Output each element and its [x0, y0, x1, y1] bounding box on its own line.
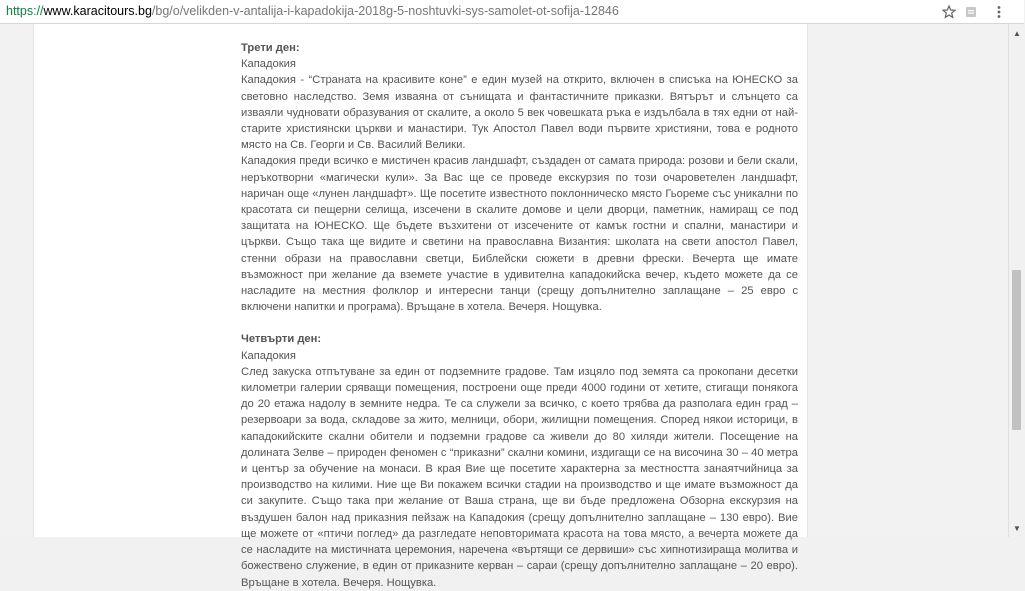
- day3-paragraph-1: Кападокия - “Страната на красивите коне” е един музей на открито, включен в списъка на ЮНЕСКО за световно наследство. Земя изваяна от сънищата и фантастичните приказки. Вятърът и слънцето са изваяли чудновати образувания от скалите, а около 5 век човешката ръка е издълбала в тях едни от най-старите християнски църкви и манастири. Тук Апостол Павел води първите християни, това е родното място на Св. Георги и Св. Василий Велики.: [241, 74, 798, 152]
- scroll-down-arrow-icon[interactable]: ▼: [1013, 523, 1021, 533]
- day4-heading: Четвърти ден:: [241, 333, 322, 346]
- menu-icon[interactable]: [990, 3, 1008, 21]
- itinerary-text: [241, 40, 798, 591]
- day3-heading: Трети ден:: [241, 42, 300, 54]
- url-domain: www.karacitours.bg: [43, 4, 152, 18]
- day4-paragraph-1: След закуска отпътуване за един от подземните градове. Там изцяло под земята са прокопани десетки километри галерии сряващи помещения, построени още преди 4000 години от хетите, стигащи понякога до 20 етажа надолу в земните недра. Те са служели за всичко, с което трябва да разполага един град – резервоари за вода, складове за жито, мелници, обори, жилищни помещения. Според някои историци, в кападокийските скални обители и подземни градове са живели до 80 хиляди жители. Посещение на долината Зелве – природен феномен с “приказни” скални комини, издигащи се на височина 30 – 40 метра и център за обучение на монаси. В края Вие ще посетите характерна за местността занаятчийница за производство на килими. Ние ще Ви покажем всички стадии на производство и ще имате възможност да си закупите. Също така при желание от Ваша страна, ще ви бъде предложена Обзорна екскурзия на въздушен балон над приказния пейзаж на Кападокия (срещу допълнително заплащане – 130 евро). Вие ще можете от «птичи поглед» да разгледате неповторимата красота на това място, а вечерта можете да се насладите на мистичната церемония, наречена «въртящи се дервиши» със хипнотизираща молитва и божествено служение, в един от приказните керван – сараи (срещу допълнително заплащане – 20 евро). Връщане в хотела. Вечеря. Нощувка.: [241, 365, 798, 589]
- extension-icon[interactable]: [962, 3, 980, 21]
- day3-location: Кападокия: [241, 58, 296, 71]
- scrollbar-thumb[interactable]: [1012, 270, 1021, 430]
- bookmark-star-icon[interactable]: [940, 3, 958, 21]
- url-path: /bg/o/velikden-v-antalija-i-kapadokija-2018g-5-noshtuvki-sys-samolet-ot-sofija-12846: [151, 4, 619, 18]
- browser-toolbar: [0, 0, 1024, 24]
- scroll-up-arrow-icon[interactable]: ▲: [1013, 28, 1021, 38]
- vertical-scrollbar[interactable]: [1008, 24, 1024, 537]
- day4-location: Кападокия: [241, 349, 296, 362]
- spacer: [241, 315, 798, 331]
- address-bar[interactable]: [6, 4, 619, 18]
- day3-paragraph-2: Кападокия преди всичко е мистичен красив ландшафт, създаден от самата природа: розови и бели скали, неръкотворни «магически кули». За Вас ще се проведе екскурзия по този очароветелен ландшафт, наричан още «лунен ландшафт». Ще посетите известното поклонническо място Гьореме със уникални по красотата си пещерни селища, изсечени в скалите домове и цели дворци, паметник, намиращ се под защитата на ЮНЕСКО. Ще бъдете възхитени от изсечените от камък гостни и спални, манастири и църкви. Също така ще видите и светини на православна Византия: школата на свети апостол Павел, стенни образи на православни светци, Библейски сюжети в древни фрески. Вечерта ще имате възможност при желание да вземете участие в удивителна кападокийска вечер, където можете да се насладите на местния фолклор и интересни танци (срещу допълнително заплащане – 25 евро с включени напитки и програма). Връщане в хотела. Вечеря. Нощувка.: [241, 155, 798, 314]
- page-viewport: [0, 24, 1008, 589]
- url-scheme: https://: [6, 4, 44, 18]
- content-panel: [33, 24, 808, 589]
